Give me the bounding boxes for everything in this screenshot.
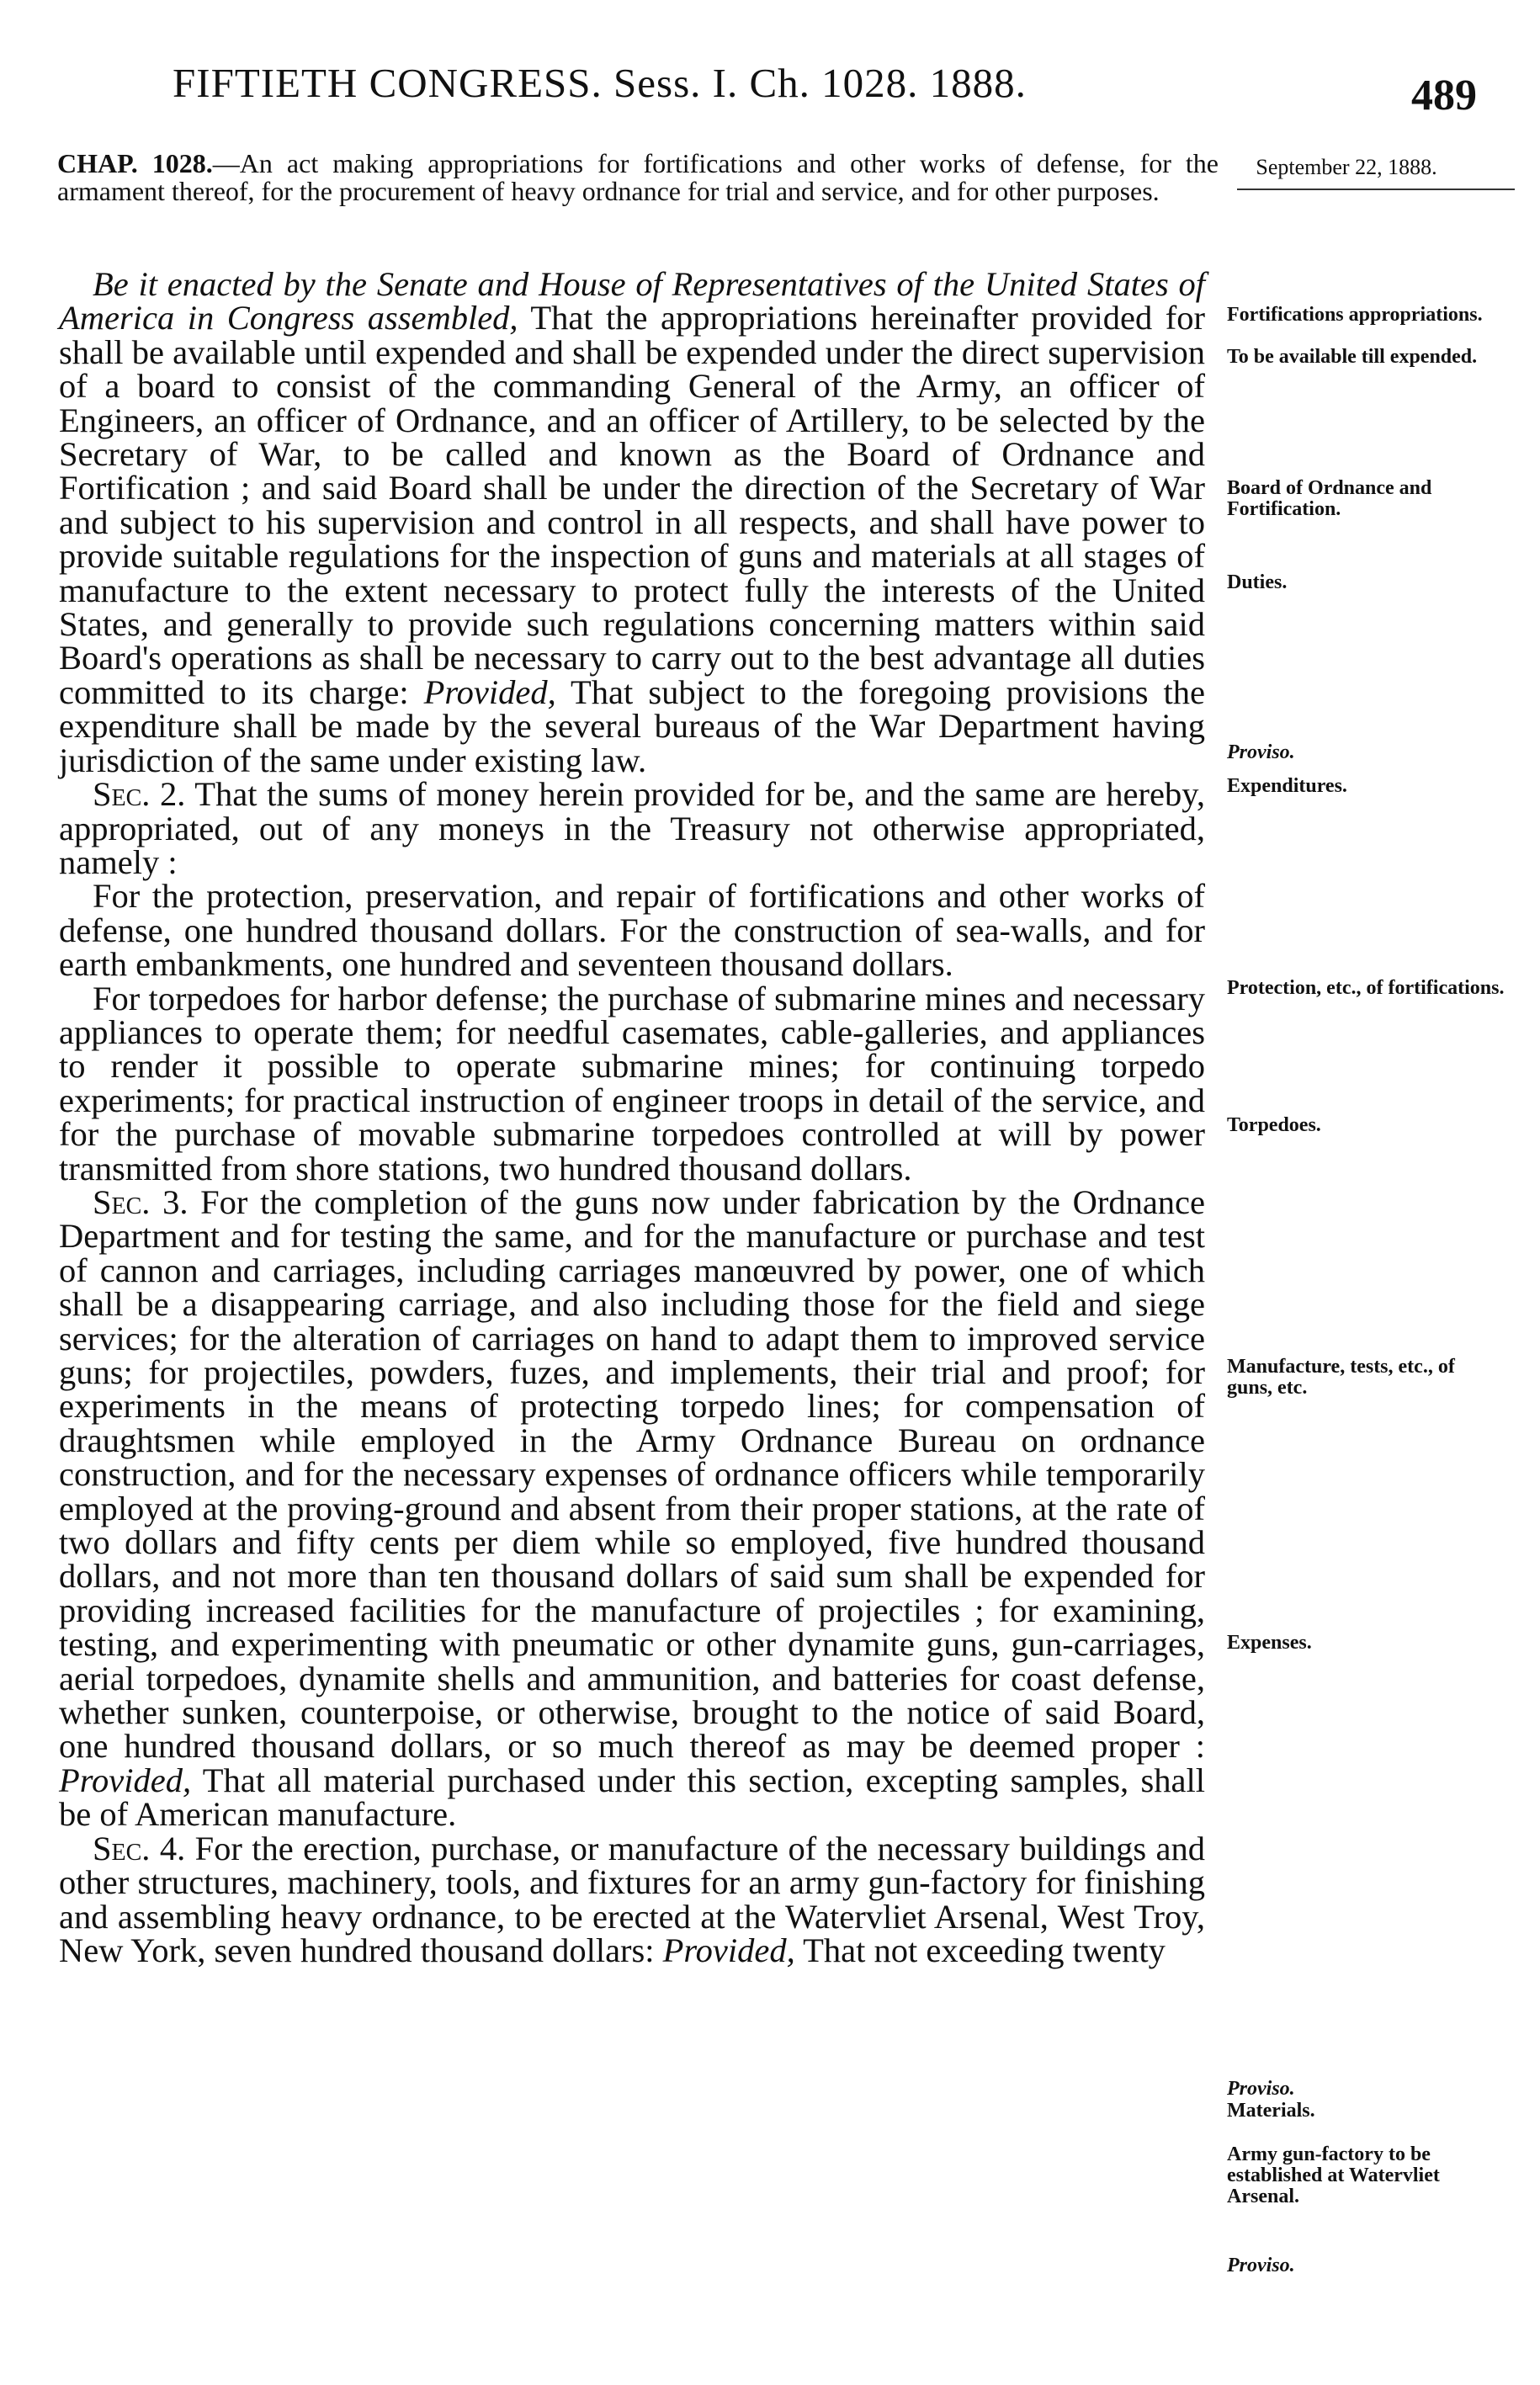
margin-note: Proviso. <box>1227 2078 1295 2100</box>
margin-note: Materials. <box>1227 2100 1315 2122</box>
torpedoes-paragraph: For torpedoes for harbor defense; the purchase of submarine mines and necessary appliances to operate them; for needful casemates, cable-galleries, and appliances to render it possible to operate submarine mines; for continuing torpedo experiments; for practical instruction of engineer troops in detail of the service, and for the purchase of movable submarine torpedoes controlled at will by power transmitted from shore stations, two hundred thousand dollars. <box>59 979 1205 1187</box>
chapter-date: September 22, 1888. <box>1256 155 1437 179</box>
margin-note: Board of Ordnance and Fortification. <box>1227 477 1432 520</box>
margin-note: To be available till expended. <box>1227 346 1478 368</box>
section-3-text-cont: That all material purchased under this section, excepting samples, shall be of American manufacture. <box>59 1761 1205 1834</box>
page-number: 489 <box>1411 72 1477 120</box>
margin-note: Army gun-factory to be established at Watervliet Arsenal. <box>1227 2143 1440 2207</box>
section-label: Sec. 3. <box>93 1182 189 1221</box>
section-3-text: For the completion of the guns now under fabrication by the Ordnance Department and for testing the same, and for the manufacture or purchase and test of cannon and carriages, including carriages manœuvred by power, one of which shall be a disappearing carriage, and also including those for the field and siege services; for the alteration of carriages on hand to adapt them to improved service guns; for projectiles, powders, fuzes, and implements, their trial and proof; for experiments in the means of protecting torpedo lines; for compensation of draughtsmen while employed in the Army Ordnance Bureau on ordnance construction, and for the necessary expenses of ordnance officers while temporarily employed at the proving-ground and absent from their proper stations, at the rate of two dollars and fifty cents per diem while so employed, five hundred thousand dollars, and not more than ten thousand dollars of said sum shall be expended for providing increased facilities for the manufacture of projectiles ; for examining, testing, and experimenting with pneumatic or other dynamite guns, gun-carriages, aerial torpedoes, dynamite shells and ammunition, and batteries for coast defense, whether sunken, counterpoise, or otherwise, brought to the notice of said Board, one hundred thousand dollars, or so much thereof as may be deemed proper : <box>59 1182 1205 1766</box>
margin-note: Manufacture, tests, etc., of guns, etc. <box>1227 1356 1455 1399</box>
section-4-text-cont: That not exceeding twenty <box>794 1931 1166 1969</box>
chapter-label: CHAP. 1028. <box>57 148 213 178</box>
margin-note: Expenses. <box>1227 1632 1312 1654</box>
section-2-text: That the sums of money herein provided for be, and the same are hereby, appropriated, out of any moneys in the Treasury not otherwise appropriated, namely : <box>59 775 1205 881</box>
chapter-heading <box>57 150 1479 205</box>
protection-paragraph: For the protection, preservation, and repair of fortifications and other works of defense, one hundred thousand dollars. For the construction of sea-walls, and for earth embankments, one hundred and seventeen thousand dollars. <box>59 877 1205 984</box>
section-4-text: For the erection, purchase, or manufacture of the necessary buildings and other structures, machinery, tools, and fixtures for an army gun-factory for finishing and assembling heavy ordnance, to be erected at the Watervliet Arsenal, West Troy, New York, seven hundred thousand dollars: <box>59 1829 1205 1969</box>
margin-note: Proviso. <box>1227 2255 1295 2276</box>
proviso-word: Provided, <box>662 1931 795 1969</box>
proviso-word: Provided, <box>59 1761 192 1799</box>
section-4 <box>59 1829 1205 1969</box>
proviso-word: Provided, <box>423 672 556 711</box>
enacting-paragraph <box>59 265 1205 779</box>
enacting-text-cont: That subject to the foregoing provisions the expenditure shall be made by the several bureaus of the War Department having jurisdiction of the same under existing law. <box>59 672 1205 779</box>
section-label: Sec. 2. <box>93 775 186 814</box>
margin-note: Duties. <box>1227 571 1288 593</box>
margin-note: Fortifications appropriations. <box>1227 304 1483 326</box>
enacting-clause: Be it enacted by the Senate and House of Representatives of the United States of America in Congress assembled, <box>59 265 1205 337</box>
chapter-title: —An act making appropriations for fortifications and other works of defense, for the armament thereof, for the procurement of heavy ordnance for trial and service, and for other purposes. <box>57 148 1219 206</box>
section-2 <box>59 775 1205 881</box>
margin-note: Protection, etc., of fortifications. <box>1227 977 1505 999</box>
running-head: FIFTIETH CONGRESS. Sess. I. Ch. 1028. 1888. <box>173 60 1027 106</box>
margin-note: Proviso. <box>1227 741 1295 763</box>
margin-note: Expenditures. <box>1227 775 1347 797</box>
section-label: Sec. 4. <box>93 1829 186 1867</box>
enacting-text: That the appropriations hereinafter provided for shall be available until expended and shall be expended under the direct supervision of a board to consist of the commanding General of the Army, an officer of Engineers, an officer of Ordnance, and an officer of Artillery, to be selected by the Secretary of War, to be called and known as the Board of Ordnance and Fortification ; and said Board shall be under the direction of the Secretary of War and subject to his supervision and control in all respects, and shall have power to provide suitable regulations for the inspection of guns and materials at all stages of manufacture to the extent necessary to protect fully the interests of the United States, and generally to provide such regulations concerning matters within said Board's operations as shall be necessary to carry out to the best advantage all duties committed to its charge: <box>59 299 1205 711</box>
chapter-title-block <box>57 150 1219 205</box>
body-text <box>59 265 1205 1969</box>
date-rule <box>1237 189 1515 190</box>
page-header <box>63 59 1477 135</box>
section-3 <box>59 1182 1205 1834</box>
margin-note: Torpedoes. <box>1227 1114 1321 1136</box>
